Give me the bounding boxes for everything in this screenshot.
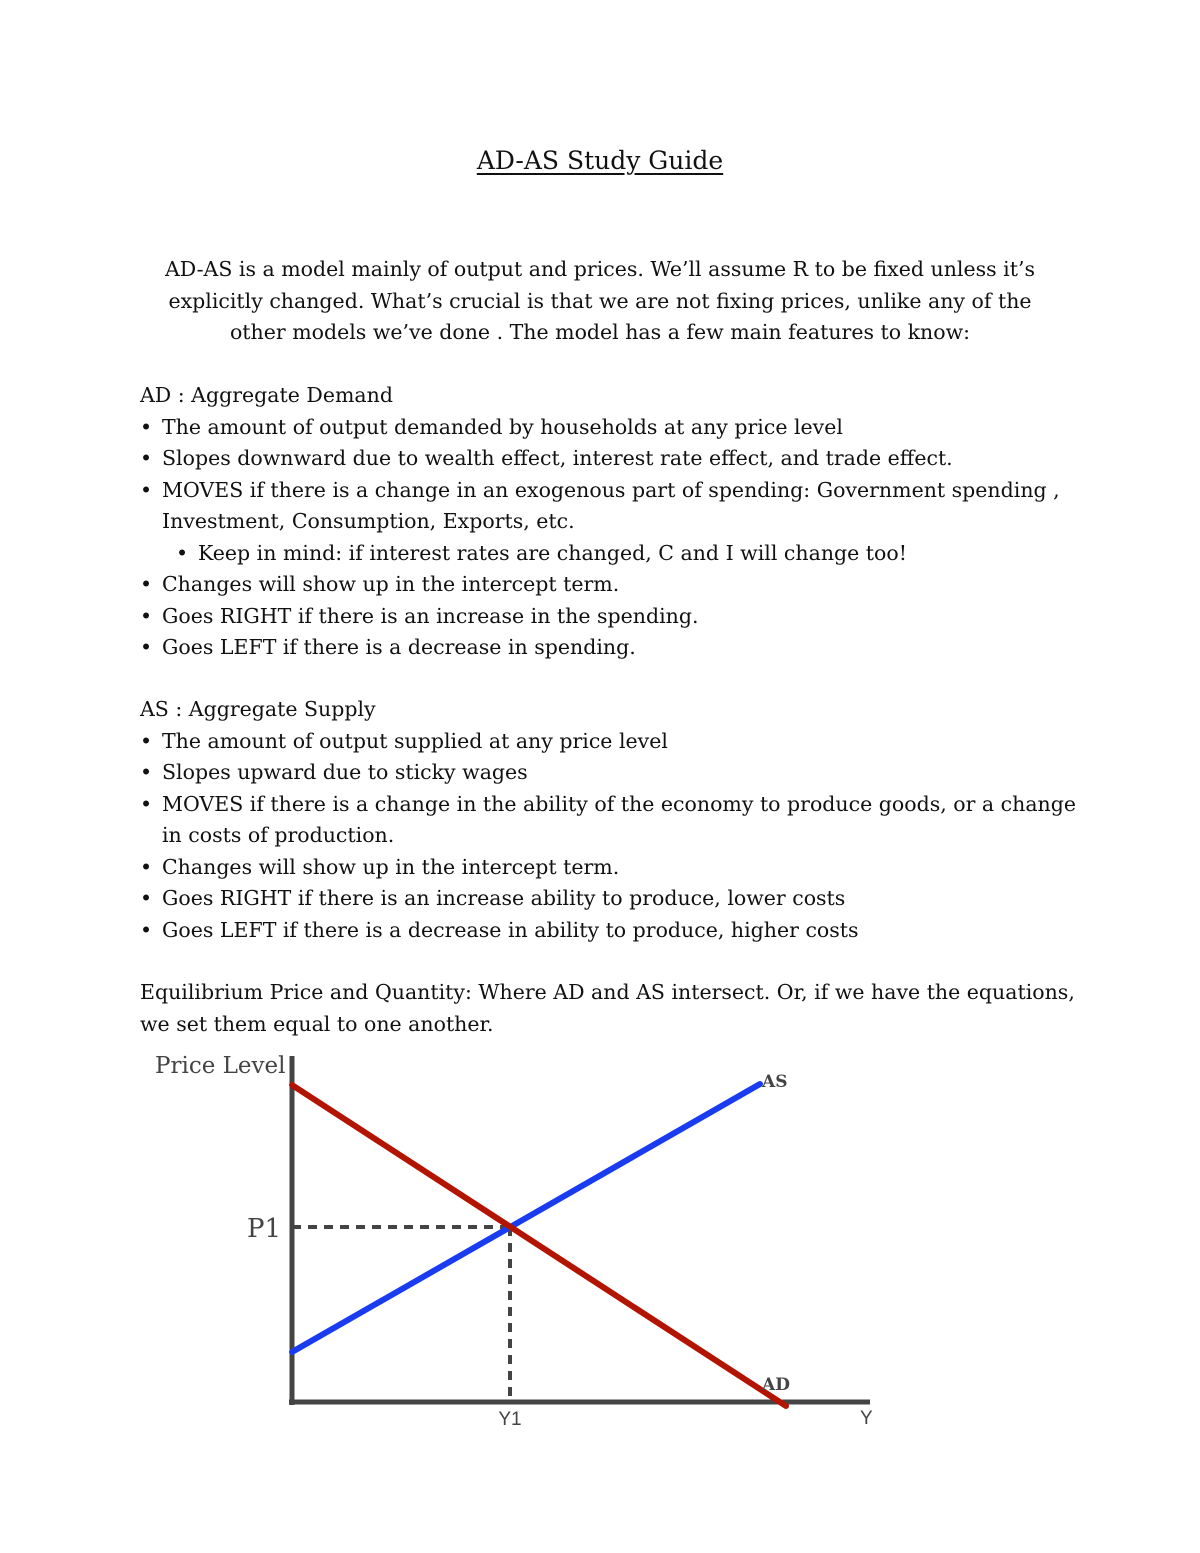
- equilibrium-text: Where AD and AS intersect. Or, if we have the equations, we set them equal to one another.: [140, 980, 1075, 1036]
- ad-as-diagram: [140, 1040, 920, 1440]
- p1-label: P1: [247, 1214, 282, 1244]
- ad-section-heading: AD : Aggregate Demand: [140, 383, 393, 407]
- list-item: • Goes RIGHT if there is an increase in the spending.: [140, 601, 1080, 633]
- intro-line: AD-AS is a model mainly of output and prices. We’ll assume R to be fixed unless it’s: [165, 257, 1035, 281]
- list-item: • Slopes upward due to sticky wages: [140, 757, 1080, 789]
- list-item: • The amount of output supplied at any price level: [140, 726, 1080, 758]
- equilibrium-paragraph: [140, 977, 1080, 1040]
- ad-section: [140, 380, 1080, 664]
- as-label: AS: [762, 1072, 788, 1092]
- as-bullet-list: [140, 726, 1080, 947]
- ad-curve: [292, 1085, 786, 1406]
- ad-label: AD: [762, 1375, 790, 1395]
- list-item: • Goes LEFT if there is a decrease in ability to produce, higher costs: [140, 915, 1080, 947]
- x-axis-label: Y: [860, 1408, 873, 1429]
- page-title: AD-AS Study Guide: [476, 146, 724, 175]
- list-item: • Changes will show up in the intercept term.: [140, 852, 1080, 884]
- as-curve: [292, 1084, 760, 1352]
- list-item-sub: • Keep in mind: if interest rates are changed, C and I will change too!: [176, 538, 1080, 570]
- list-item: • The amount of output demanded by households at any price level: [140, 412, 1080, 444]
- y1-label: Y1: [498, 1409, 522, 1430]
- equilibrium-lead: Equilibrium Price and Quantity:: [140, 980, 472, 1004]
- list-item: • MOVES if there is a change in the ability of the economy to produce goods, or a change in costs of production.: [140, 789, 1080, 852]
- list-item: • Slopes downward due to wealth effect, interest rate effect, and trade effect.: [140, 443, 1080, 475]
- list-item: • Goes LEFT if there is a decrease in spending.: [140, 632, 1080, 664]
- intro-line: explicitly changed. What’s crucial is that we are not fixing prices, unlike any of the: [168, 288, 1032, 313]
- list-item: • Goes RIGHT if there is an increase ability to produce, lower costs: [140, 883, 1080, 915]
- as-section-heading: AS : Aggregate Supply: [140, 697, 376, 721]
- list-item: • Changes will show up in the intercept term.: [140, 569, 1080, 601]
- list-item: • MOVES if there is a change in an exogenous part of spending: Government spending , Investment, Consumption, Exports, etc.: [140, 475, 1080, 538]
- ad-bullet-list: [140, 412, 1080, 664]
- y-axis-label: Price Level: [155, 1053, 286, 1079]
- intro-paragraph: [130, 254, 1070, 349]
- as-section: [140, 694, 1080, 946]
- intro-line: other models we’ve done . The model has a few main features to know:: [229, 320, 971, 344]
